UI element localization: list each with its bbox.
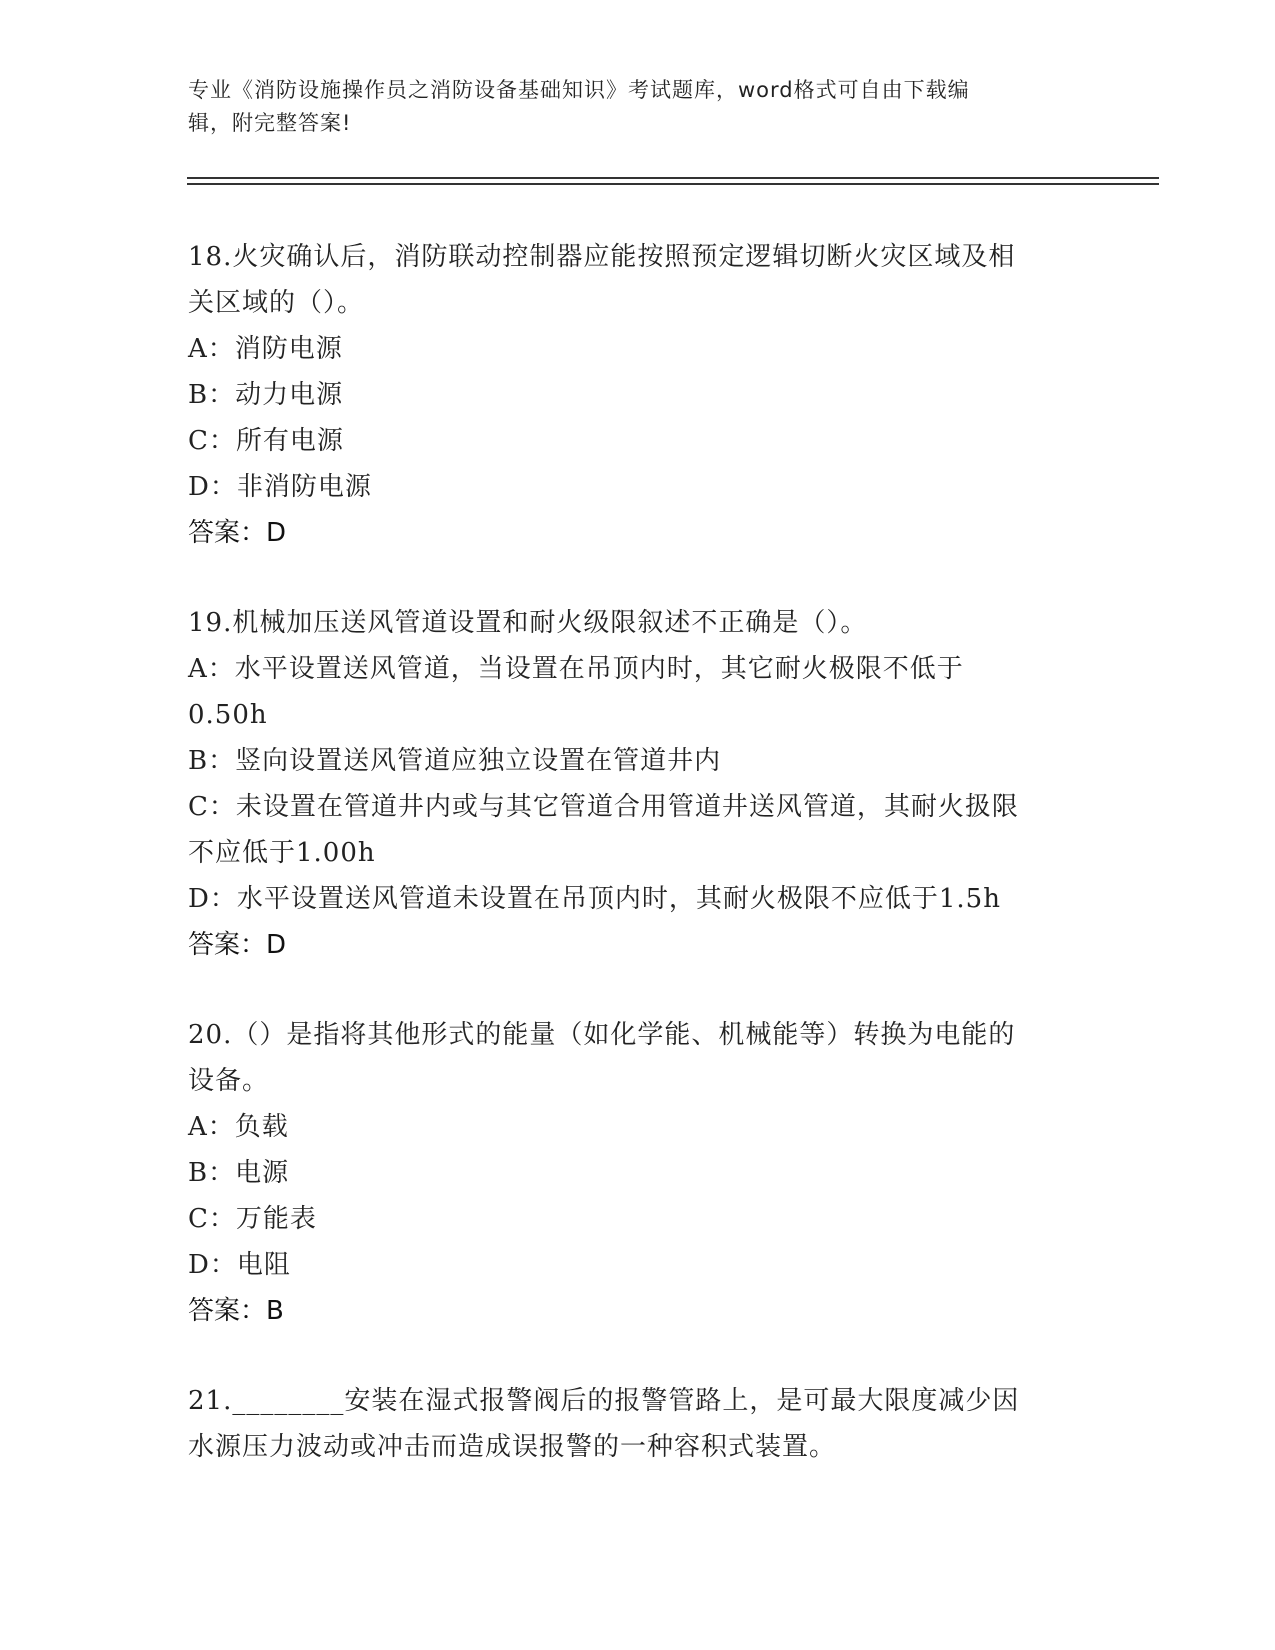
header-line-2: 辑，附完整答案! (188, 111, 352, 135)
option-a: A：水平设置送风管道，当设置在吊顶内时，其它耐火极限不低于 (188, 654, 964, 684)
option-a: A：消防电源 (188, 334, 343, 364)
option-d: D：水平设置送风管道未设置在吊顶内时，其耐火极限不应低于1.5h (188, 884, 1001, 914)
header-divider-top (187, 177, 1159, 179)
option-a-continued: 0.50h (188, 700, 268, 730)
option-c: C：万能表 (188, 1204, 317, 1234)
header-line-1: 专业《消防设施操作员之消防设备基础知识》考试题库，word格式可自由下载编 (188, 78, 970, 102)
document-header (188, 74, 1078, 140)
option-b: B：竖向设置送风管道应独立设置在管道井内 (188, 746, 722, 776)
option-d: D：非消防电源 (188, 472, 372, 502)
question-20 (188, 1012, 1088, 1334)
option-b: B：电源 (188, 1158, 290, 1188)
question-stem: 设备。 (188, 1066, 270, 1096)
option-b: B：动力电源 (188, 380, 344, 410)
header-divider-bottom (187, 183, 1159, 185)
question-21 (188, 1378, 1088, 1470)
question-stem: 关区域的（）。 (188, 288, 365, 318)
option-a: A：负载 (188, 1112, 289, 1142)
option-c: C：所有电源 (188, 426, 344, 456)
question-stem: 水源压力波动或冲击而造成误报警的一种容积式装置。 (188, 1432, 837, 1462)
question-stem: 19.机械加压送风管道设置和耐火级限叙述不正确是（）。 (188, 608, 868, 638)
option-c: C：未设置在管道井内或与其它管道合用管道井送风管道，其耐火扱限 (188, 792, 1019, 822)
question-stem: 20.（）是指将其他形式的能量（如化学能、机械能等）转换为电能的 (188, 1020, 1016, 1050)
option-d: D：电阻 (188, 1250, 291, 1280)
question-stem: 18.火灾确认后，消防联动控制器应能按照预定逻辑切断火灾区域及相 (188, 242, 1016, 272)
question-stem: 21.________安装在湿式报警阀后的报警管路上，是可最大限度减少因 (188, 1386, 1020, 1416)
answer: 答案：B (188, 1296, 284, 1326)
question-18 (188, 234, 1088, 556)
answer: 答案：D (188, 518, 287, 548)
question-19 (188, 600, 1088, 968)
answer: 答案：D (188, 930, 287, 960)
option-c-continued: 不应低于1.00h (188, 838, 376, 868)
